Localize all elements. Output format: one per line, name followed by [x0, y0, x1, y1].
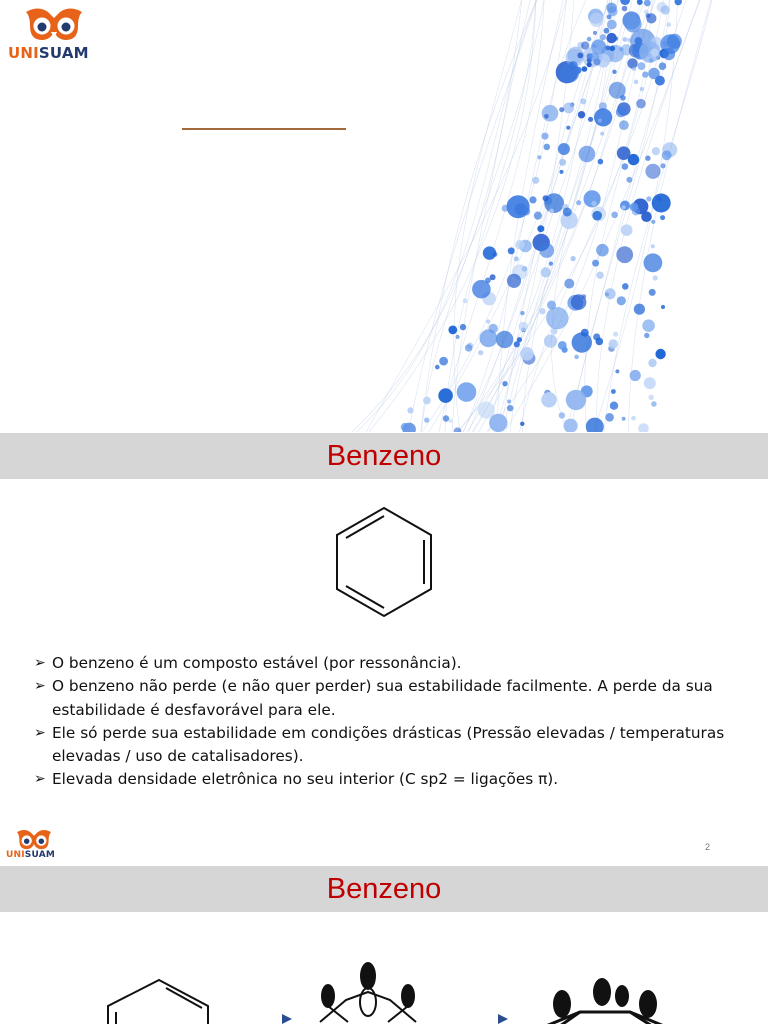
bubble-dot [605, 46, 610, 51]
bubble-dot [423, 397, 431, 405]
bubble-dot [609, 82, 626, 99]
slide-2 [0, 432, 768, 866]
bubble-dot [634, 304, 645, 315]
bubble-dot [630, 203, 639, 212]
bubble-dot [640, 87, 644, 91]
bullet-item: ➢ Elevada densidade eletrônica no seu interior (C sp2 = ligações π). [34, 768, 746, 791]
bubble-dot [604, 28, 610, 34]
bubble-dot [649, 395, 654, 400]
bubble-dot [566, 126, 570, 130]
bubble-dot [642, 319, 655, 332]
bubble-dot [598, 119, 602, 123]
bubble-dot [519, 322, 529, 332]
benzene-ring-icon [104, 976, 214, 1024]
bubble-dot [586, 418, 604, 432]
bubble-dot [460, 324, 466, 330]
pi-cloud-icon [540, 978, 670, 1024]
bubble-dot [625, 16, 642, 33]
bubble-dot [660, 163, 665, 168]
slide-title-bar [0, 866, 768, 912]
bubble-dot [622, 417, 626, 421]
arrow-bullet-icon: ➢ [34, 771, 46, 788]
bubble-dot [630, 370, 641, 381]
bubble-dot [532, 177, 539, 184]
bubble-dot [651, 220, 655, 224]
bubble-dot [564, 419, 578, 432]
bubble-dot [560, 170, 564, 174]
bubble-dot [507, 274, 521, 288]
bubble-dot [646, 13, 656, 23]
bubble-dot [588, 117, 593, 122]
bubble-dot [520, 311, 524, 315]
bubble-dot [613, 332, 618, 337]
bubble-dot [571, 294, 587, 310]
bubble-dot [448, 326, 457, 335]
bubble-dot [480, 329, 498, 347]
bubble-dot [644, 333, 649, 338]
bubble-dot [610, 402, 618, 410]
bubble-dot [549, 262, 553, 266]
bubble-dot [465, 344, 472, 351]
bubble-dot [598, 159, 604, 165]
slide-title-bar [0, 433, 768, 479]
bubble-dot [610, 46, 615, 51]
bubble-dot [622, 6, 628, 12]
bubble-dot [615, 369, 619, 373]
bubble-dot [617, 296, 626, 305]
bubble-dot [659, 62, 667, 70]
bubble-dot [667, 22, 672, 27]
bubble-dot [537, 155, 541, 159]
bubble-dot [648, 359, 656, 367]
bubble-dot [644, 253, 663, 272]
bubble-dot [609, 339, 618, 348]
bubble-dot [605, 288, 616, 299]
bubble-dot [539, 243, 554, 258]
bubble-dot [564, 279, 574, 289]
bubble-dot [542, 105, 559, 122]
bubble-dot [675, 0, 682, 5]
bubble-dot [645, 156, 650, 161]
bubble-dot [542, 133, 549, 140]
bubble-dot [563, 103, 574, 114]
bubble-dot [622, 283, 629, 290]
bubble-dot [401, 423, 409, 431]
bubble-dot [655, 76, 665, 86]
bubble-dot [649, 289, 656, 296]
bubble-dot [457, 382, 477, 402]
bubble-dot [623, 37, 628, 42]
bubble-dot [517, 337, 522, 342]
bubble-dot [496, 331, 513, 348]
bubble-dot [619, 120, 629, 130]
bubble-dot [587, 37, 592, 42]
bubble-network-decoration [0, 0, 768, 432]
bubble-dot [576, 200, 581, 205]
bubble-dot [541, 392, 556, 407]
bubble-dot [580, 98, 586, 104]
bubble-dot [611, 212, 618, 219]
bubble-dot [653, 275, 658, 280]
bullet-item: ➢ Ele só perde sua estabilidade em condições drásticas (Pressão elevadas / temperaturas elevadas / uso de catalisadores). [34, 723, 725, 766]
bubble-dot [650, 49, 658, 57]
unisuam-logo-small [6, 828, 62, 862]
bubble-dot [627, 58, 637, 68]
slide-title: Benzeno [326, 439, 442, 472]
bubble-dot [424, 418, 429, 423]
bubble-dot [593, 333, 600, 340]
bullet-item: ➢ O benzeno é um composto estável (por ressonância). [34, 652, 746, 675]
bubble-dot [463, 298, 468, 303]
bubble-dot [642, 71, 648, 77]
bubble-dot [590, 13, 604, 27]
bubble-dot [559, 159, 566, 166]
logo-text: UNISUAM [8, 44, 89, 62]
bubble-dot [449, 419, 453, 423]
page-number: 2 [704, 842, 710, 852]
bubble-dot [612, 70, 616, 74]
bubble-dot [652, 147, 660, 155]
bubble-dot [439, 357, 448, 366]
bullet-item: ➢ O benzeno não perde (e não quer perder) sua estabilidade facilmente. A perde da sua estabilidade é desfavorável para ele. [34, 677, 713, 719]
bubble-dot [645, 164, 660, 179]
bubble-dot [456, 335, 460, 339]
bubble-dot [607, 15, 612, 20]
bubble-dot [507, 405, 513, 411]
bubble-dot [582, 66, 588, 72]
bubble-dot [563, 208, 572, 217]
bubble-dot [443, 415, 449, 421]
slide-1 [0, 0, 768, 432]
bubble-dot [438, 388, 453, 403]
bubble-dot [539, 308, 545, 314]
p-orbitals-icon [316, 962, 426, 1024]
bubble-dot [507, 400, 511, 404]
bubble-dot [547, 301, 556, 310]
bubble-dot [549, 209, 554, 214]
bubble-dot [592, 260, 599, 267]
bubble-dot [628, 154, 639, 165]
bubble-dot [578, 111, 585, 118]
bubble-dot [502, 381, 507, 386]
bubble-dot [607, 20, 617, 30]
bubble-dot [632, 67, 636, 71]
bubble-dot [508, 247, 515, 254]
arrow-bullet-icon: ➢ [34, 655, 46, 671]
bubble-dot [543, 195, 549, 201]
bubble-dot [544, 114, 549, 119]
bubble-dot [657, 196, 662, 201]
bubble-dot [661, 5, 670, 14]
bubble-dot [593, 31, 597, 35]
bubble-dot [661, 305, 665, 309]
bubble-dot [620, 0, 630, 5]
bubble-dot [634, 80, 639, 85]
benzene-ring-icon [329, 502, 439, 622]
bubble-dot [579, 146, 596, 163]
bubble-dot [663, 48, 675, 60]
bubble-dot [544, 144, 551, 151]
bubble-dot [616, 107, 626, 117]
arrow-bullet-icon: ➢ [34, 678, 46, 695]
bubble-dot [644, 377, 656, 389]
bubble-dot [407, 407, 413, 413]
bubble-dot [594, 108, 612, 126]
arrow-bullet-icon: ➢ [34, 724, 46, 741]
bubble-dot [541, 267, 551, 277]
bubble-dot [486, 319, 490, 323]
bubble-dot [637, 62, 645, 70]
bubble-dot [514, 256, 519, 261]
bubble-dot [600, 132, 604, 136]
bubble-dot [596, 244, 609, 257]
bubble-dot [652, 194, 671, 213]
bubble-dot [587, 62, 592, 67]
bubble-dot [600, 34, 606, 40]
bubble-dot [667, 34, 682, 49]
bubble-dot [636, 99, 646, 109]
bubble-dot [621, 224, 633, 236]
bubble-dot [651, 244, 655, 248]
bubble-dot [537, 225, 544, 232]
bubble-dot [662, 150, 672, 160]
logo-text: UNISUAM [6, 850, 56, 860]
bubble-dot [483, 246, 496, 259]
bubble-dot [489, 414, 507, 432]
bubble-dot [616, 246, 633, 263]
bubble-dot [544, 335, 557, 348]
bubble-dot [637, 0, 643, 5]
bubble-dot [558, 143, 570, 155]
bubble-dot [655, 349, 665, 359]
bullet-list [34, 652, 746, 792]
bubble-dot [611, 389, 616, 394]
slide-3 [0, 866, 768, 1024]
bubble-dot [614, 37, 618, 41]
bubble-dot [566, 390, 586, 410]
bubble-dot [622, 205, 626, 209]
bubble-dot [520, 422, 524, 426]
bubble-dot [626, 177, 632, 183]
bubble-dot [507, 195, 530, 218]
bubble-dot [529, 196, 536, 203]
bubble-dot [590, 52, 599, 61]
bubble-dot [571, 256, 576, 261]
bubble-dot [572, 332, 592, 352]
bubble-dot [646, 196, 651, 201]
bubble-dot [660, 215, 665, 220]
bubble-dot [651, 401, 657, 407]
bubble-dot [620, 201, 630, 211]
bubble-dot [577, 53, 583, 59]
bubble-dot [560, 63, 579, 82]
bubble-dot [558, 341, 567, 350]
bubble-dot [478, 350, 483, 355]
bubble-dot [631, 416, 636, 421]
bubble-dot [574, 355, 579, 360]
bubble-dot [546, 307, 568, 329]
bubble-dot [559, 412, 565, 418]
arrow-icon [498, 1014, 508, 1024]
bubble-dot [435, 365, 440, 370]
bubble-dot [641, 211, 652, 222]
slide-title: Benzeno [326, 872, 442, 905]
bubble-dot [638, 423, 649, 432]
bubble-dot [591, 201, 596, 206]
bubble-dot [605, 413, 614, 422]
bubble-dot [596, 272, 603, 279]
bubble-dot [520, 347, 534, 361]
bubble-dot [534, 212, 542, 220]
bubble-dot [515, 240, 524, 249]
arrow-icon [282, 1014, 292, 1024]
bubble-dot [592, 211, 602, 221]
bubble-dot [559, 107, 564, 112]
owl-icon [6, 828, 62, 852]
bubble-dot [472, 280, 491, 299]
bubble-dot [622, 163, 629, 170]
